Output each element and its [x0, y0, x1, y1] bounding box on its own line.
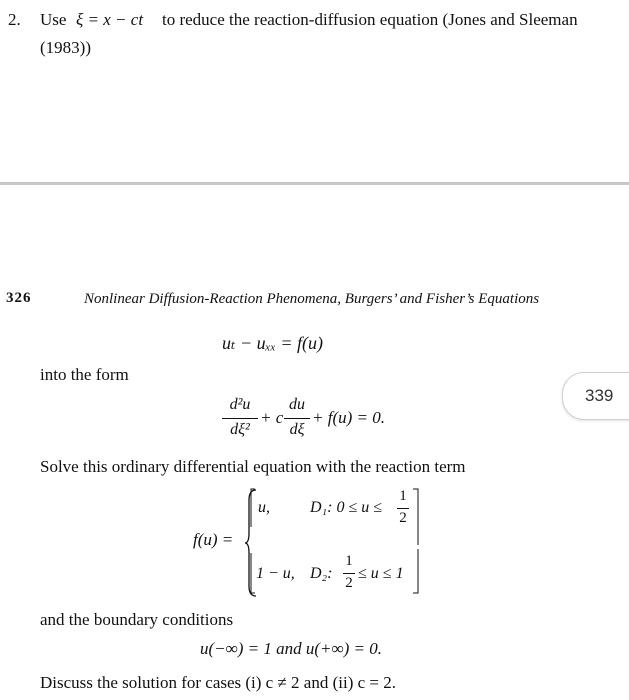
case2-domain-tail: ≤ u ≤ 1: [358, 565, 404, 582]
case1-domain: D₁: 0 ≤ u ≤: [310, 499, 383, 516]
frac-bar-1: [222, 418, 258, 419]
problem-prefix: Use: [40, 10, 67, 29]
page-jump-badge[interactable]: [562, 372, 629, 420]
boundary-conditions: u(−∞) = 1 and u(+∞) = 0.: [200, 639, 383, 658]
frac-du-denominator: dξ: [289, 421, 305, 438]
case2-domain-label: D₂:: [310, 565, 333, 582]
case2-expression: 1 − u,: [256, 565, 295, 582]
case2-half-den: 2: [345, 575, 353, 591]
discuss-text: Discuss the solution for cases (i) c ≠ 2 and (ii) c = 2.: [40, 673, 397, 692]
frac-bar-2: [284, 418, 310, 419]
frac-d2u-denominator: dξ²: [230, 421, 250, 438]
substitution-formula: ξ = x − ct: [76, 10, 144, 29]
problem-text-line2: (1983)): [40, 38, 91, 57]
pde-equation: uₜ − uₓₓ = f(u): [222, 333, 323, 353]
ode-tail: + f(u) = 0.: [312, 408, 385, 427]
into-form-text: into the form: [40, 365, 129, 384]
case1-half-den: 2: [399, 510, 407, 526]
case1-half-bar: [397, 508, 409, 509]
case1-bracket-left: [250, 488, 256, 528]
case2-half-num: 1: [345, 553, 353, 569]
page-jump-number: 339: [585, 386, 614, 405]
boundary-intro-text: and the boundary conditions: [40, 610, 234, 629]
case1-bracket-right: [412, 488, 420, 546]
ode-plus-c: + c: [260, 408, 284, 427]
case1-half-num: 1: [399, 488, 407, 504]
page-number: 326: [6, 290, 32, 306]
frac-d2u-numerator: d²u: [229, 396, 251, 413]
f-lhs: f(u) =: [193, 530, 234, 549]
problem-number: 2.: [8, 10, 21, 29]
case1-expression: u,: [258, 499, 270, 516]
page-divider: [0, 182, 629, 185]
page-title: Nonlinear Diffusion-Reaction Phenomena, Burgers’ and Fisher’s Equations: [84, 291, 540, 307]
case2-half-bar: [343, 573, 355, 574]
solve-text: Solve this ordinary differential equation with the reaction term: [40, 457, 466, 476]
case2-bracket-right: [412, 548, 420, 594]
problem-text-line1: to reduce the reaction-diffusion equation (Jones and Sleeman: [162, 10, 578, 29]
frac-du-numerator: du: [289, 396, 305, 413]
